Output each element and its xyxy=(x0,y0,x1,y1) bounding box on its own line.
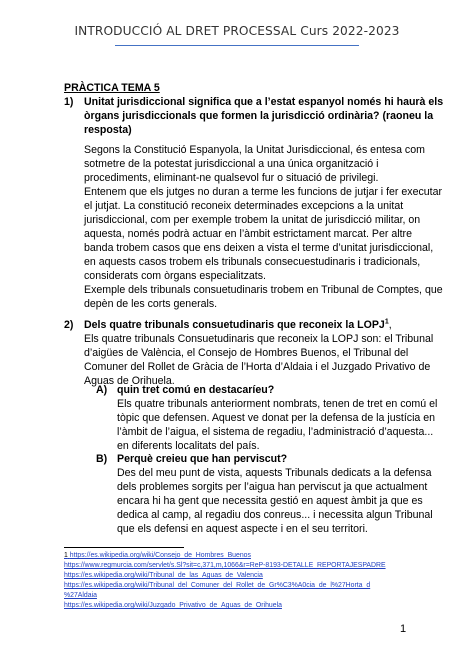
q2b-answer-line: que els defensi en aquest aspecte i en el seu territori. xyxy=(117,523,368,535)
q2-answer-line: d’aigües de València, el Consejo de Hombres Buenos, el Tribunal del xyxy=(84,347,409,359)
q2b-answer-line: dedica al camp, al regadiu dos conreus... i necessita algun Tribunal xyxy=(117,509,433,521)
q2b-answer-line: dels problemes sorgits per l’aigua han perviscut ja que actualment xyxy=(117,481,428,493)
q2b-answer-line: encara hi ha gent que necessita gestió en aquest àmbit ja que es xyxy=(117,495,423,507)
q1-answer-line: en aquests casos trobem els tribunals consecuestudinaris i tradicionals, xyxy=(84,256,421,268)
q2-question-text: Dels quatre tribunals consuetudinaris que reconeix la LOPJ xyxy=(84,319,385,331)
page-number: 1 xyxy=(400,623,407,635)
q2-answer-line: Comuner del Rollet de Gràcia de l’Horta d’Aldaia i el Juzgado Privativo de xyxy=(84,361,431,373)
q1-answer-line: banda trobem casos que ens deixen a vista el terme d’unitat jurisdiccional, xyxy=(84,242,434,254)
q1-answer-line: procediments, eliminant-ne qualsevol fur o situació de privilegi. xyxy=(84,172,379,184)
q2-answer-line: Els quatre tribunals Consuetudinaris que reconeix la LOPJ son: el Tribunal xyxy=(84,333,434,345)
q1-question-line: òrgans jurisdiccionals que formen la jurisdicció ordinària? (raoneu la xyxy=(84,110,434,122)
footnote-link[interactable]: %27Aldaia xyxy=(64,592,97,599)
q1-answer-line: Segons la Constitució Espanyola, la Unitat Jurisdiccional, és entesa com xyxy=(84,144,425,156)
q1-answer-line: depèn de les corts generals. xyxy=(84,298,218,310)
q1-answer-line: considerats com òrgans especialitzats. xyxy=(84,270,266,282)
footnote-link-text[interactable]: https://es.wikipedia.org/wiki/Consejo_de_Hombres_Buenos xyxy=(69,552,251,559)
q2a-answer-line: en diferents localitats del país. xyxy=(117,440,260,452)
footnote-ref[interactable]: 1 xyxy=(384,318,389,326)
q2-question xyxy=(84,318,392,332)
q2b-question: Perquè creieu que han perviscut? xyxy=(117,453,288,465)
q1-answer-line: jurisdiccional, com per exemple trobem la unitat de jurisdicció militar, on xyxy=(84,214,421,226)
q2a-label: A) xyxy=(96,384,108,396)
footnote-separator xyxy=(64,547,184,548)
q1-answer-line: el jutjat. La constitució reconeix determinades excepcions a la unitat xyxy=(84,200,404,212)
q1-answer-line: Exemple dels tribunals consuetudinaris trobem en Tribunal de Comptes, que xyxy=(84,284,443,296)
q2-question-tail: , xyxy=(388,319,392,331)
q1-answer-line: Entenem que els jutges no duran a terme les funcions de jutjar i fer executar xyxy=(84,186,443,198)
q2a-answer-line: l’àmbit de l’aigua, el sistema de regadiu, l’administració d’aquesta... xyxy=(117,426,434,438)
q2-number: 2) xyxy=(64,319,74,331)
document-header: INTRODUCCIÓ AL DRET PROCESSAL Curs 2022-2023 xyxy=(74,24,400,38)
footnote-link[interactable] xyxy=(64,551,251,560)
q1-question-line: resposta) xyxy=(84,124,132,136)
footnote-link[interactable]: https://es.wikipedia.org/wiki/Juzgado_Privativo_de_Aguas_de_Orihuela xyxy=(64,602,282,609)
q2b-answer-line: Des del meu punt de vista, aquests Tribunals dedicats a la defensa xyxy=(117,467,432,479)
footnote-link[interactable]: https://es.wikipedia.org/wiki/Tribunal_de_las_Aguas_de_Valencia xyxy=(64,572,263,579)
q1-answer-line: aquesta, només podrà actuar en l’àmbit estrictament marcat. Per altre xyxy=(84,228,412,240)
q2a-answer-line: Els quatre tribunals anteriorment nombrats, tenen de tret en comú el xyxy=(117,398,438,410)
q2b-label: B) xyxy=(96,453,108,465)
q1-question-line: Unitat jurisdiccional significa que a l’estat espanyol només hi haurà els xyxy=(84,96,444,108)
q2a-answer-line: tòpic que defensen. Aquest ve donat per la defensa de la justícia en xyxy=(117,412,436,424)
footnote-number: 1 xyxy=(64,552,68,559)
page-title: PRÀCTICA TEMA 5 xyxy=(64,82,160,94)
q1-number: 1) xyxy=(64,96,74,108)
footnote-link[interactable]: https://es.wikipedia.org/wiki/Tribunal_del_Comuner_del_Rollet_de_Gr%C3%A0cia_de_l%27Horta_d xyxy=(64,582,371,589)
header-rule xyxy=(115,45,359,46)
q2-answer-line: Aguas de Orihuela. xyxy=(84,375,175,387)
footnote-link[interactable]: https://www.regmurcia.com/servlet/s.Sl?sit=c,371,m,1066&r=ReP-8193-DETALLE_REPORTAJESPADRE xyxy=(64,562,386,569)
q2a-question: quin tret comú en destacaríeu? xyxy=(117,384,275,396)
q1-answer-line: sotmetre de la potestat jurisdiccional a una única organització i xyxy=(84,158,379,170)
